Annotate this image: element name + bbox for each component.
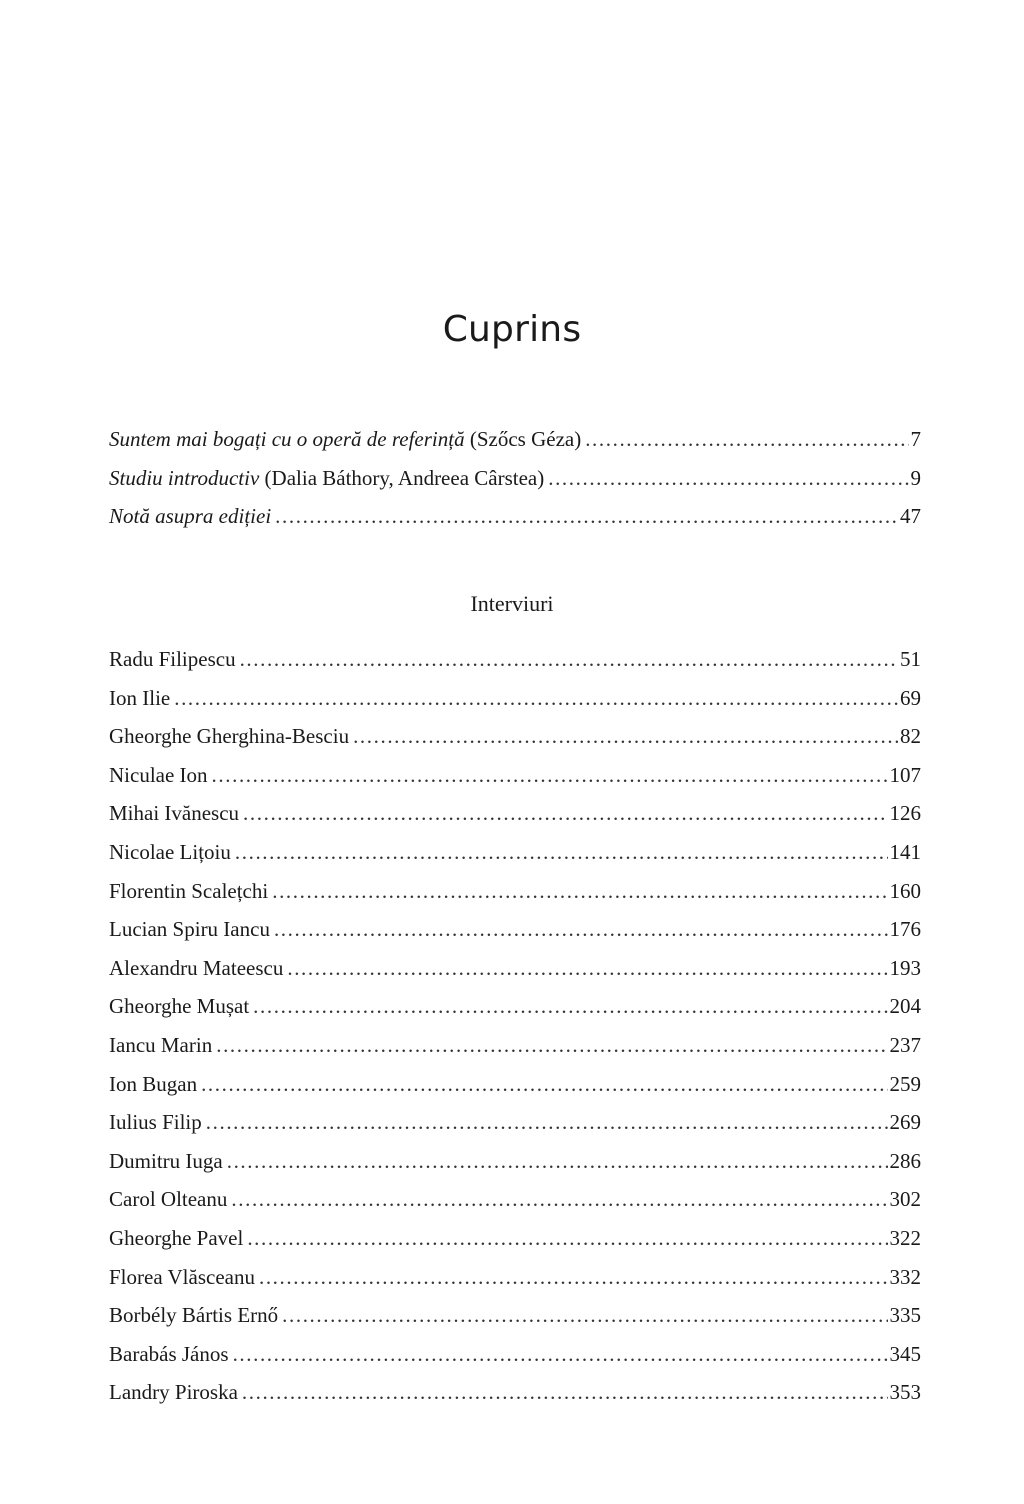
dot-leader (212, 756, 888, 795)
toc-entry-label: Dumitru Iuga (109, 1148, 223, 1173)
toc-entry-label: Barabás János (109, 1341, 229, 1366)
toc-entry[interactable] (109, 1296, 921, 1335)
toc-entry-label (109, 497, 271, 536)
toc-entry[interactable] (109, 833, 921, 872)
toc-entry-label: Gheorghe Mușat (109, 994, 250, 1019)
dot-leader (275, 497, 898, 536)
dot-leader (272, 872, 887, 911)
toc-entry[interactable] (109, 1258, 921, 1297)
toc-entry-page: 322 (889, 1225, 921, 1250)
toc-entry[interactable] (109, 1103, 921, 1142)
toc-entry[interactable] (109, 987, 921, 1026)
dot-leader (233, 1335, 888, 1374)
dot-leader (216, 1026, 887, 1065)
toc-entry-page: 353 (889, 1380, 921, 1405)
dot-leader (548, 459, 908, 498)
toc-entry-page: 332 (889, 1264, 921, 1289)
toc-entry-page: 345 (889, 1341, 921, 1366)
dot-leader (287, 949, 887, 988)
toc-entry-label: Iulius Filip (109, 1110, 202, 1135)
toc-entry-label: Gheorghe Gherghina-Besciu (109, 724, 350, 749)
toc-entry-label: Radu Filipescu (109, 647, 236, 671)
toc-entry-page: 141 (889, 839, 921, 864)
toc-entry-label: Niculae Ion (109, 762, 208, 787)
dot-leader (227, 1142, 888, 1181)
toc-entry-label: Gheorghe Pavel (109, 1225, 244, 1250)
dot-leader (206, 1103, 888, 1142)
toc-entry[interactable] (109, 1373, 921, 1412)
toc-entry[interactable] (109, 1180, 921, 1219)
toc-entry-page: 193 (889, 955, 921, 980)
interview-list (109, 640, 921, 1412)
dot-leader (247, 1219, 887, 1258)
toc-entry-label: Carol Olteanu (109, 1187, 228, 1212)
toc-entry-label: Borbély Bártis Ernő (109, 1303, 279, 1328)
toc-entry-title: Studiu introductiv (109, 465, 260, 490)
toc-entry-page: 335 (889, 1303, 921, 1328)
toc-entry-page: 7 (910, 427, 921, 451)
toc-entry[interactable] (109, 640, 921, 679)
toc-entry-label: Ion Bugan (109, 1071, 198, 1096)
dot-leader (243, 794, 887, 833)
toc-entry[interactable] (109, 949, 921, 988)
toc-entry-label: Lucian Spiru Iancu (109, 917, 270, 942)
toc-entry-label (109, 420, 581, 459)
toc-entry-label: Ion Ilie (109, 685, 171, 710)
toc-entry-page: 9 (910, 465, 921, 490)
dot-leader (259, 1258, 888, 1297)
page-title: Cuprins (442, 309, 582, 350)
toc-entry[interactable] (109, 679, 921, 718)
toc-entry-title: Notă asupra ediției (109, 504, 272, 529)
dot-leader (235, 833, 888, 872)
toc-entry[interactable] (109, 1142, 921, 1181)
toc-entry[interactable] (109, 1026, 921, 1065)
toc-entry-label: Nicolae Lițoiu (109, 839, 231, 864)
toc-entry-label: Iancu Marin (109, 1032, 213, 1057)
toc-entry-page: 126 (889, 801, 921, 826)
toc-entry[interactable] (109, 497, 921, 536)
toc-entry-page: 107 (889, 762, 921, 787)
dot-leader (282, 1296, 887, 1335)
toc-entry-page: 47 (900, 504, 921, 529)
dot-leader (585, 420, 908, 459)
dot-leader (174, 679, 898, 718)
dot-leader (274, 910, 888, 949)
toc-entry[interactable] (109, 1219, 921, 1258)
dot-leader (242, 1373, 888, 1412)
toc-entry[interactable] (109, 910, 921, 949)
toc-entry-label: Landry Piroska (109, 1380, 238, 1405)
toc-entry[interactable] (109, 420, 921, 459)
toc-entry[interactable] (109, 459, 921, 498)
toc-entry-page: 302 (889, 1187, 921, 1212)
toc-entry-label (109, 459, 544, 498)
toc-entry-author: (Dalia Báthory, Andreea Cârstea) (264, 465, 545, 490)
toc-entry-page: 269 (889, 1110, 921, 1135)
dot-leader (353, 717, 898, 756)
toc-entry-label: Florentin Scalețchi (109, 878, 269, 903)
dot-leader (240, 640, 898, 679)
toc-entry-title: Suntem mai bogați cu o operă de referință (109, 427, 465, 451)
toc-entry-page: 237 (889, 1032, 921, 1057)
toc-entry-page: 204 (889, 994, 921, 1019)
toc-entry[interactable] (109, 794, 921, 833)
dot-leader (253, 987, 887, 1026)
toc-entry-author: (Szőcs Géza) (469, 427, 582, 451)
section-heading: Interviuri (470, 591, 554, 616)
toc-entry-label: Florea Vlăsceanu (109, 1264, 255, 1289)
toc-entry-page: 51 (900, 647, 921, 671)
dot-leader (231, 1180, 887, 1219)
toc-entry[interactable] (109, 1335, 921, 1374)
toc-entry-page: 259 (889, 1071, 921, 1096)
toc-entry-label: Alexandru Mateescu (109, 955, 284, 980)
front-matter-list (109, 420, 921, 536)
toc-entry-page: 69 (900, 685, 921, 710)
toc-entry-page: 82 (900, 724, 921, 749)
toc-entry[interactable] (109, 717, 921, 756)
dot-leader (201, 1065, 887, 1104)
toc-entry-page: 286 (889, 1148, 921, 1173)
toc-entry-page: 160 (889, 878, 921, 903)
toc-entry[interactable] (109, 872, 921, 911)
toc-entry-label: Mihai Ivănescu (109, 801, 240, 826)
toc-entry-page: 176 (889, 917, 921, 942)
toc-entry[interactable] (109, 1065, 921, 1104)
toc-entry[interactable] (109, 756, 921, 795)
